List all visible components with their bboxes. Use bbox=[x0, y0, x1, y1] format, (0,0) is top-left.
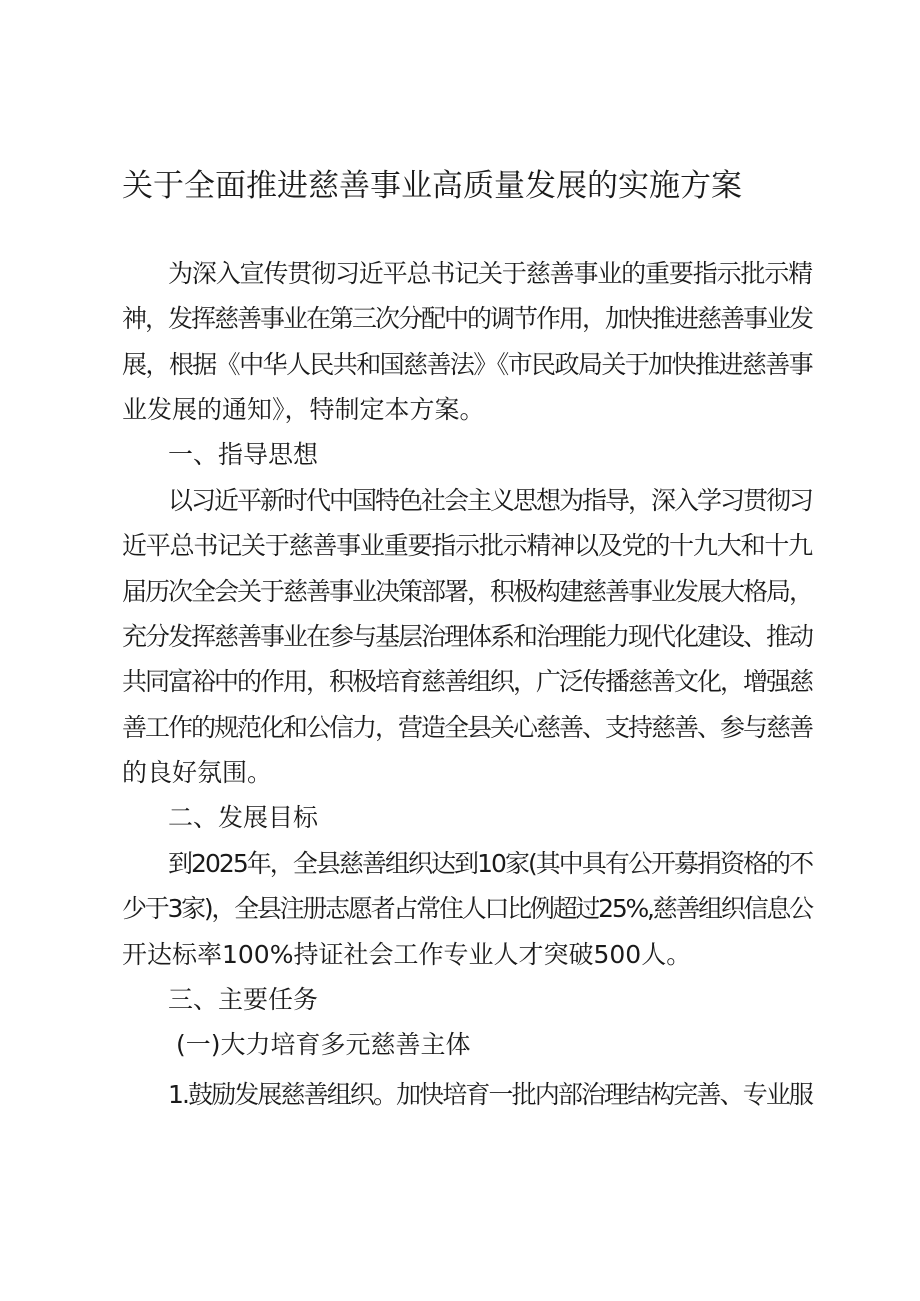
body-line: 少于3家)，全县注册志愿者占常住人口比例超过25%,慈善组织信息公 bbox=[122, 894, 812, 923]
body-line: 以习近平新时代中国特色社会主义思想为指导，深入学习贯彻习 bbox=[168, 486, 813, 515]
document-title: 关于全面推进慈善事业高质量发展的实施方案 bbox=[122, 168, 742, 204]
section-heading: 三、主要任务 bbox=[168, 985, 319, 1014]
body-line: 业发展的通知》，特制定本方案。 bbox=[122, 395, 485, 424]
body-line: 近平总书记关于慈善事业重要指示批示精神以及党的十九大和十九 bbox=[122, 531, 812, 560]
body-line: 开达标率100%持证社会工作专业人才突破500人。 bbox=[122, 940, 692, 969]
body-line: 届历次全会关于慈善事业决策部署，积极构建慈善事业发展大格局， bbox=[122, 577, 813, 606]
body-line: 善工作的规范化和公信力，营造全县关心慈善、支持慈善、参与慈善 bbox=[122, 713, 813, 742]
section-heading: 一、指导思想 bbox=[168, 440, 319, 469]
section-heading: 二、发展目标 bbox=[168, 803, 319, 832]
body-line: 充分发挥慈善事业在参与基层治理体系和治理能力现代化建设、推动 bbox=[122, 622, 813, 651]
body-line: 为深入宣传贯彻习近平总书记关于慈善事业的重要指示批示精 bbox=[168, 259, 812, 288]
body-line: 展，根据《中华人民共和国慈善法》《市民政局关于加快推进慈善事 bbox=[122, 350, 813, 379]
body-line: 共同富裕中的作用，积极培育慈善组织，广泛传播慈善文化，增强慈 bbox=[122, 667, 813, 696]
subsection-heading: (一)大力培育多元慈善主体 bbox=[176, 1030, 471, 1059]
body-line: 1.鼓励发展慈善组织。加快培育一批内部治理结构完善、专业服 bbox=[168, 1080, 813, 1109]
body-line: 到2025年，全县慈善组织达到10家(其中具有公开募捐资格的不 bbox=[168, 849, 813, 878]
body-line: 神，发挥慈善事业在第三次分配中的调节作用，加快推进慈善事业发 bbox=[122, 304, 813, 333]
body-line: 的良好氛围。 bbox=[122, 758, 273, 787]
